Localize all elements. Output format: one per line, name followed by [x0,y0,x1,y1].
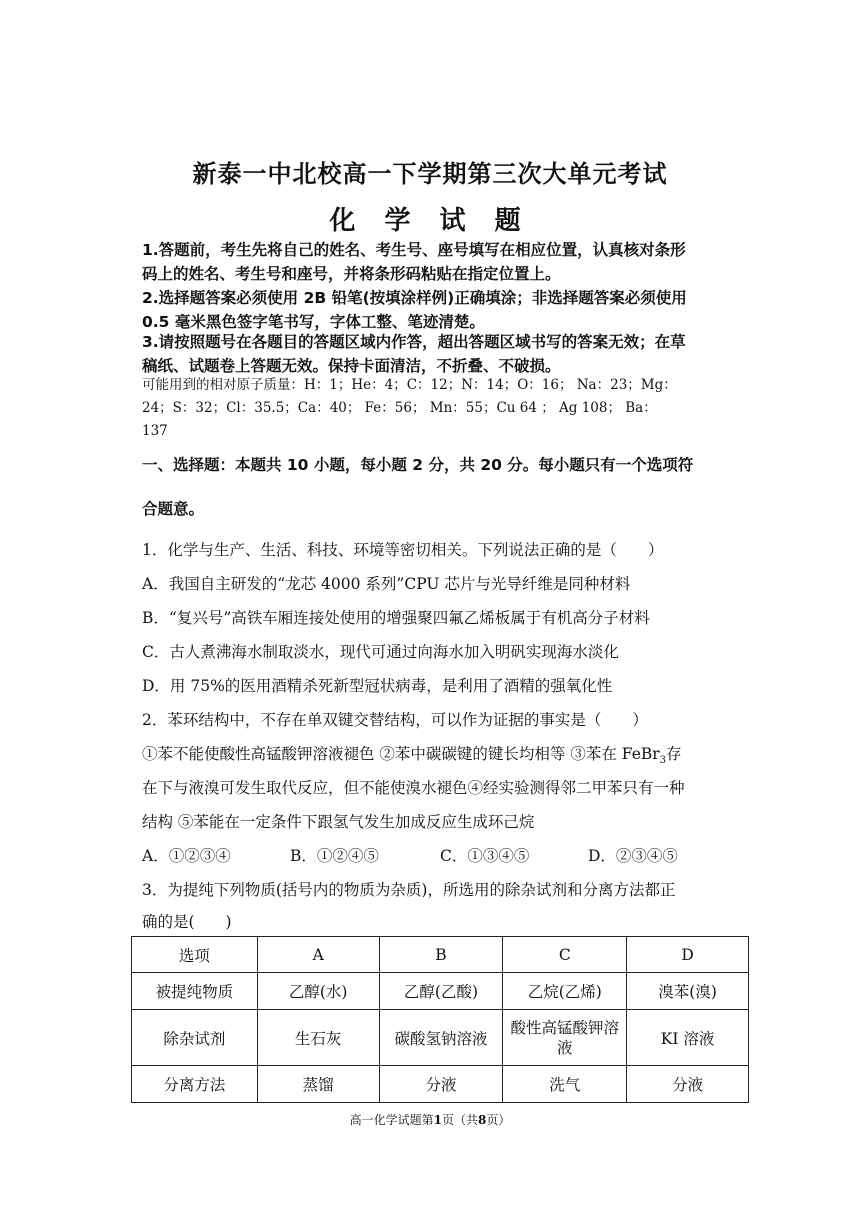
table-row [132,973,749,1010]
q2-fact-text: ①苯不能使酸性高锰酸钾溶液褪色 ②苯中碳碳键的键长均相等 ③苯在 FeBr [142,745,660,763]
table-cell: 分液 [379,1066,503,1103]
subscript: 3 [659,755,667,767]
q3-stem: 3．为提纯下列物质(括号内的物质为杂质)，所选用的除杂试剂和分离方法都正 [142,881,676,899]
notice-1 [142,238,742,286]
notice-2 [142,286,742,334]
q2-facts-line [142,742,752,766]
table-cell: 洗气 [503,1066,627,1103]
table-cell: B [379,937,503,973]
q2-options [142,844,752,866]
q1-option-c: C．古人煮沸海水制取淡水，现代可通过向海水加入明矾实现海水淡化 [142,643,619,661]
table-cell: D [627,937,749,973]
notice-line: 码上的姓名、考生号和座号，并将条形码粘贴在指定位置上。 [142,265,561,283]
table-cell: 碳酸氢钠溶液 [379,1010,503,1066]
q2-facts-line: 结构 ⑤苯能在一定条件下跟氢气发生加成反应生成环己烷 [142,813,535,831]
footer-text: 页（共 [441,1113,478,1127]
table-cell: A [257,937,379,973]
section-heading-cont: 合题意。 [142,500,205,518]
atomic-masses-line: 可能用到的相对原子质量：H：1；He：4；C：12；N：14；O：16； Na：23；Mg： [142,377,677,393]
notice-line: 3.请按照题号在各题目的答题区域内作答，超出答题区域书写的答案无效；在草 [142,333,686,351]
q2-option-c: C．①③④⑤ [440,847,530,865]
purification-table [131,936,749,1103]
table-cell: 乙烷(乙烯) [503,973,627,1010]
table-cell: 蒸馏 [257,1066,379,1103]
atomic-masses-line: 24；S：32；Cl：35.5；Ca：40； Fe：56； Mn：55；Cu 64 ； Ag 108； Ba： [142,400,657,416]
exam-title: 新泰一中北校高一下学期第三次大单元考试 [192,160,668,188]
footer-text: 高一化学试题第 [349,1113,434,1127]
table-row [132,1066,749,1103]
q2-stem: 2．苯环结构中，不存在单双键交替结构，可以作为证据的事实是（ ） [142,711,648,729]
table-cell: 乙醇(乙酸) [379,973,503,1010]
table-cell: KI 溶液 [627,1010,749,1066]
table-cell: 被提纯物质 [132,973,258,1010]
table-cell: 分液 [627,1066,749,1103]
q1-option-b: B．“复兴号”高铁车厢连接处使用的增强聚四氟乙烯板属于有机高分子材料 [142,609,650,627]
table-cell: 酸性高锰酸钾溶液 [503,1010,627,1066]
table-cell: 除杂试剂 [132,1010,258,1066]
table-row [132,937,749,973]
page-footer [0,1111,860,1128]
notice-line: 2.选择题答案必须使用 2B 铅笔(按填涂样例)正确填涂；非选择题答案必须使用 [142,289,687,307]
page-total: 8 [478,1113,487,1127]
table-cell: C [503,937,627,973]
q2-fact-text: 存 [666,745,682,763]
atomic-masses-line: 137 [142,423,168,439]
q2-option-a: A．①②③④ [142,847,231,865]
table-cell: 选项 [132,937,258,973]
q3-stem-cont: 确的是( ) [142,913,232,931]
notice-line: 1.答题前，考生先将自己的姓名、考生号、座号填写在相应位置，认真核对条形 [142,241,686,259]
q2-option-d: D．②③④⑤ [588,847,678,865]
table-cell: 分离方法 [132,1066,258,1103]
section-heading: 一、选择题：本题共 10 小题，每小题 2 分，共 20 分。每小题只有一个选项符 [142,456,694,474]
atomic-masses [142,374,742,443]
q1-option-a: A．我国自主研发的“龙芯 4000 系列”CPU 芯片与光导纤维是同种材料 [142,575,631,593]
table-cell: 溴苯(溴) [627,973,749,1010]
q2-facts-line: 在下与液溴可发生取代反应，但不能使溴水褪色④经实验测得邻二甲苯只有一种 [142,779,685,797]
q1-stem: 1．化学与生产、生活、科技、环境等密切相关。下列说法正确的是（ ） [142,541,664,559]
table-cell: 乙醇(水) [257,973,379,1010]
footer-text: 页） [486,1113,511,1127]
q2-option-b: B．①②④⑤ [290,847,379,865]
table-row [132,1010,749,1066]
notice-line: 0.5 毫米黑色签字笔书写，字体工整、笔迹清楚。 [142,313,485,331]
notice-line: 稿纸、试题卷上答题无效。保持卡面清洁，不折叠、不破损。 [142,357,561,375]
subject-title: 化 学 试 题 [329,206,531,236]
page-number: 1 [433,1113,442,1127]
table-cell: 生石灰 [257,1010,379,1066]
notice-3 [142,330,742,378]
q1-option-d: D．用 75%的医用酒精杀死新型冠状病毒，是利用了酒精的强氧化性 [142,677,613,695]
